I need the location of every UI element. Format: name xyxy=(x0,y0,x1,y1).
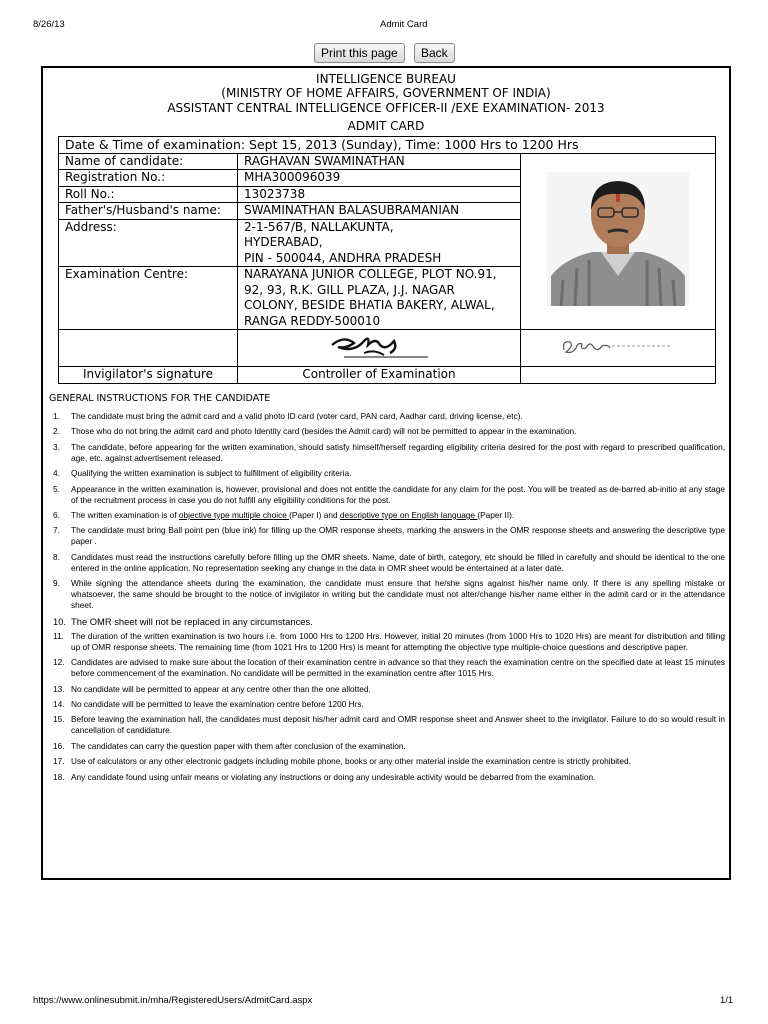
instruction-number: 2. xyxy=(53,426,60,437)
instruction-item xyxy=(45,442,725,464)
objective-type-link: objective type multiple choice xyxy=(178,509,290,520)
instruction-item xyxy=(45,411,725,422)
address-value xyxy=(238,219,521,267)
instruction-number: 18. xyxy=(53,771,65,782)
instruction-item xyxy=(45,468,725,479)
instruction-text xyxy=(71,510,514,520)
instruction-text: Those who do not bring the admit card and photo Identity card (besides the Admit card) will not be permitted to appear in the examination. xyxy=(71,426,577,437)
instruction-text: No candidate will be permitted to leave the examination centre before 1200 Hrs. xyxy=(71,699,364,710)
print-page-number: 1/1 xyxy=(720,995,734,1006)
instruction-item xyxy=(45,699,725,710)
signature-label-blank xyxy=(521,367,716,384)
instruction-number: 17. xyxy=(53,756,65,767)
controller-signature-box xyxy=(238,330,521,367)
instruction-text: Candidates must read the instructions carefully before filling up the OMR sheets. Name, date of birth, category, etc should be filled in carefully and should be identical to the one entered in the online application. No representation seeking any change in the data in OMR sheet would be entertained at a later date. xyxy=(71,551,725,573)
instruction-item xyxy=(45,426,725,437)
heading-bureau: INTELLIGENCE BUREAU xyxy=(316,72,456,86)
instruction-number: 9. xyxy=(53,578,60,589)
instruction-text: The OMR sheet will not be replaced in any circumstances. xyxy=(71,615,313,627)
centre-value xyxy=(238,267,521,330)
controller-signature-image xyxy=(324,331,434,361)
instruction-number: 16. xyxy=(53,740,65,751)
instruction-item xyxy=(45,484,725,506)
instruction-text: The candidate must bring Ball point pen (blue ink) for filling up the OMR response sheets, marking the answers in the OMR response sheets and answering the descriptive type paper . xyxy=(71,525,725,547)
print-date: 8/26/13 xyxy=(33,19,65,30)
instruction-text: Qualifying the written examination is subject to fulfillment of eligibility criteria. xyxy=(71,468,352,479)
centre-line: RANGA REDDY-500010 xyxy=(244,313,381,328)
name-label: Name of candidate: xyxy=(59,153,238,170)
instruction-item xyxy=(45,657,725,679)
instruction-item xyxy=(45,578,725,611)
name-value: RAGHAVAN SWAMINATHAN xyxy=(238,153,521,170)
instruction-number: 1. xyxy=(53,411,60,421)
instruction-text: While signing the attendance sheets during the examination, the candidate must ensure that he/she signs against his/her name only. If there is any spelling mistake or whatsoever, the same should be brought to the notice of invigilator in writing but the candidate must not alter/change his/her name either in the admit card or in the attendance sheet. xyxy=(71,578,725,611)
registration-label: Registration No.: xyxy=(59,170,238,187)
instruction-item xyxy=(45,552,725,574)
instruction-item xyxy=(45,684,725,695)
centre-line: NARAYANA JUNIOR COLLEGE, PLOT NO.91, xyxy=(244,267,497,281)
instruction-number: 12. xyxy=(53,657,65,668)
instruction-text: The duration of the written examination is two hours i.e. from 1000 Hrs to 1200 Hrs. However, initial 20 minutes (from 1000 Hrs to 1020 Hrs) are meant for distribution and filling up of OMR response sheets. The remaining time (from 1021 Hrs to 1200 Hrs) is meant for attempting the objective type multiple-choice questions and descriptive paper. xyxy=(71,630,725,652)
instruction-number: 4. xyxy=(53,468,60,479)
instruction-number: 13. xyxy=(53,683,65,694)
instruction-text: Candidates are advised to make sure about the location of their examination centre in advance so that they reach the examination centre on the specified date at least 15 minutes before commencement of the examination. No candidate will be permitted in the examination centre after 1015 Hrs. xyxy=(71,657,725,679)
candidate-signature-image xyxy=(558,334,678,358)
address-line: PIN - 500044, ANDHRA PRADESH xyxy=(244,250,442,265)
instruction-text-part: (Paper II). xyxy=(477,509,515,520)
centre-label: Examination Centre: xyxy=(59,267,238,330)
instructions-list xyxy=(45,411,725,787)
centre-line: COLONY, BESIDE BHATIA BAKERY, ALWAL, xyxy=(244,298,495,312)
instruction-number: 6. xyxy=(53,509,60,520)
instruction-text: Use of calculators or any other electronic gadgets including mobile phone, books or any other material inside the examination centre is strictly prohibited. xyxy=(71,756,631,767)
instruction-text: Appearance in the written examination is, however, provisional and does not entitle the candidate for any claim for the post. You will be treated as de-barred ab-initio at any stage of the recruitment process in case you do not fulfill any eligibility conditions for the post. xyxy=(71,483,725,505)
instruction-number: 11. xyxy=(53,630,64,641)
roll-label: Roll No.: xyxy=(59,186,238,203)
instruction-item xyxy=(45,525,725,547)
instruction-text: The candidate must bring the admit card and a valid photo ID card (voter card, PAN card, Aadhar card, driving license, etc). xyxy=(71,411,523,421)
heading-exam: ASSISTANT CENTRAL INTELLIGENCE OFFICER-II /EXE EXAMINATION- 2013 xyxy=(167,101,605,115)
address-line: HYDERABAD, xyxy=(244,235,323,249)
candidate-details-table xyxy=(58,136,716,384)
heading-admit-card: ADMIT CARD xyxy=(347,119,425,133)
instruction-item xyxy=(45,772,725,783)
centre-line: 92, 93, R.K. GILL PLAZA, J.J. NAGAR xyxy=(244,282,455,297)
registration-value: MHA300096039 xyxy=(238,170,521,187)
instructions-title: GENERAL INSTRUCTIONS FOR THE CANDIDATE xyxy=(49,393,271,404)
roll-value: 13023738 xyxy=(238,186,521,203)
father-value: SWAMINATHAN BALASUBRAMANIAN xyxy=(238,203,521,220)
address-line: 2-1-567/B, NALLAKUNTA, xyxy=(244,219,394,234)
instruction-item xyxy=(45,510,725,521)
instruction-item xyxy=(45,631,725,653)
father-label: Father's/Husband's name: xyxy=(59,203,238,220)
instruction-text: Any candidate found using unfair means or violating any instructions or doing any undesirable activity would be debarred from the examination. xyxy=(71,771,596,782)
instruction-number: 7. xyxy=(53,525,60,536)
instruction-text: The candidates can carry the question paper with them after conclusion of the examination. xyxy=(71,740,406,751)
instruction-number: 3. xyxy=(53,441,60,452)
instruction-text-part: The written examination is of xyxy=(71,509,179,520)
instruction-item xyxy=(45,741,725,752)
candidate-signature-box xyxy=(521,330,716,367)
candidate-photo xyxy=(547,172,689,306)
instruction-text: Before leaving the examination hall, the candidates must deposit his/her admit card and OMR response sheet and Answer sheet to the invigilator. Failure to do so would result in cancellation of candidature. xyxy=(71,714,725,736)
instruction-item xyxy=(45,756,725,767)
instruction-number: 10. xyxy=(53,615,67,627)
admit-card xyxy=(41,66,731,880)
address-label: Address: xyxy=(59,219,238,267)
invigilator-signature-label: Invigilator's signature xyxy=(59,367,238,384)
instruction-number: 15. xyxy=(53,714,65,725)
instruction-text-part: (Paper I) and xyxy=(289,509,340,520)
print-url: https://www.onlinesubmit.in/mha/RegisteredUsers/AdmitCard.aspx xyxy=(33,995,313,1006)
heading-ministry: (MINISTRY OF HOME AFFAIRS, GOVERNMENT OF INDIA) xyxy=(221,86,551,100)
instruction-text: The candidate, before appearing for the written examination, should satisfy himself/herself regarding eligibility criteria desired for the post with regard to prescribed qualification, age, etc. against advertisement released. xyxy=(71,441,725,463)
controller-signature-label: Controller of Examination xyxy=(238,367,521,384)
instruction-item xyxy=(45,616,725,627)
photo-cell xyxy=(521,153,716,330)
descriptive-type-link: descriptive type on English language xyxy=(339,509,478,520)
print-button[interactable]: Print this page xyxy=(314,43,405,63)
instruction-item xyxy=(45,714,725,736)
invigilator-signature-box xyxy=(59,330,238,367)
back-button[interactable]: Back xyxy=(414,43,455,63)
exam-datetime: Date & Time of examination: Sept 15, 2013 (Sunday), Time: 1000 Hrs to 1200 Hrs xyxy=(59,137,716,154)
print-title: Admit Card xyxy=(380,19,428,30)
instruction-number: 5. xyxy=(53,483,60,494)
instruction-number: 8. xyxy=(53,551,60,562)
instruction-number: 14. xyxy=(53,699,65,710)
instruction-text: No candidate will be permitted to appear at any centre other than the one allotted. xyxy=(71,683,371,694)
